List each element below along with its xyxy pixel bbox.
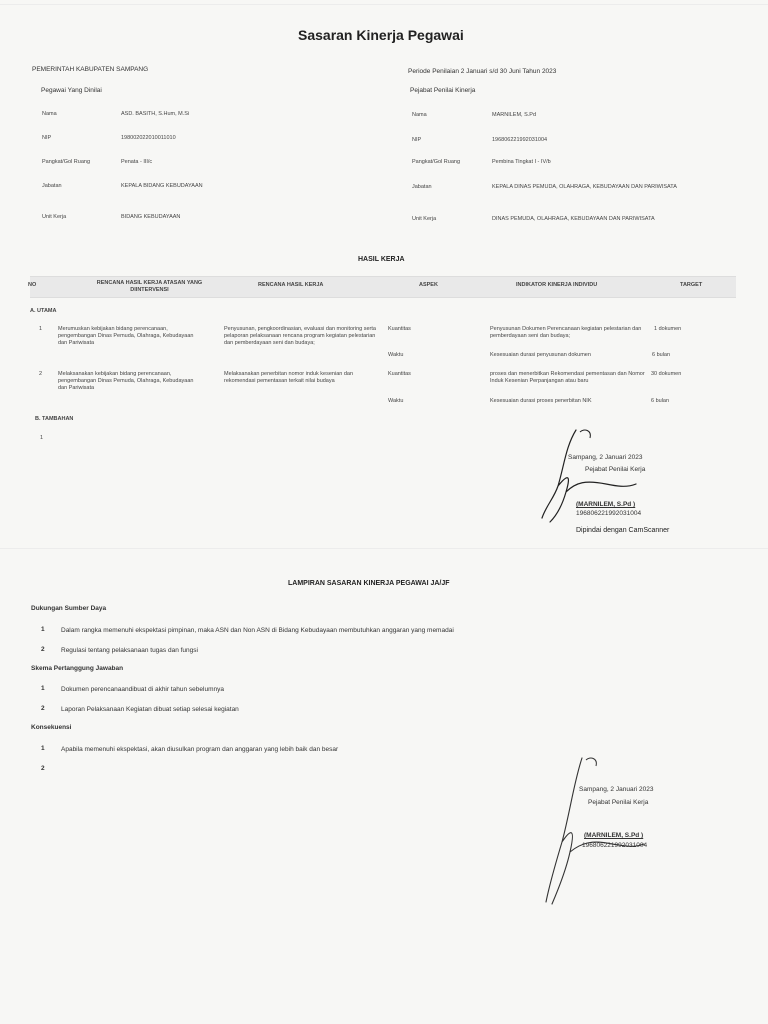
row-target: 30 dokumen bbox=[651, 371, 682, 377]
pejabat-value: 196806221992031004 bbox=[492, 137, 548, 143]
pegawai-value: Penata - III/c bbox=[121, 159, 153, 165]
column-header-rencana: RENCANA HASIL KERJA bbox=[258, 282, 324, 288]
pejabat-value: DINAS PEMUDA, OLAHRAGA, KEBUDAYAAN DAN PARIWISATA bbox=[492, 216, 655, 222]
signature-nip: 196806221992031004 bbox=[576, 510, 642, 517]
row-aspek: Waktu bbox=[388, 352, 404, 358]
pejabat-value: MARNILEM, S.Pd bbox=[492, 112, 537, 118]
signature-place-date: Sampang, 2 Januari 2023 bbox=[568, 454, 643, 461]
row-no: 2 bbox=[39, 371, 43, 377]
lampiran-item-no: 1 bbox=[41, 685, 45, 692]
pejabat-label: Jabatan bbox=[412, 184, 432, 190]
row-atasan: Merumuskan kebijakan bidang perencanaan, pengembangan Dinas Pemuda, Olahraga, Kebudayaan dan Pariwisata bbox=[58, 326, 194, 346]
signature-name: (MARNILEM, S.Pd ) bbox=[584, 832, 644, 839]
pegawai-label: Pangkat/Gol Ruang bbox=[42, 159, 91, 165]
pegawai-label: Unit Kerja bbox=[42, 214, 67, 220]
hasil-kerja-heading: HASIL KERJA bbox=[358, 256, 405, 263]
lampiran-item-no: 2 bbox=[41, 705, 45, 712]
row-indikator: Kesesuaian durasi proses penerbitan NIK bbox=[490, 398, 592, 404]
pegawai-value: BIDANG KEBUDAYAAN bbox=[121, 214, 181, 220]
column-header-no: NO bbox=[28, 282, 37, 288]
lampiran-title: LAMPIRAN SASARAN KINERJA PEGAWAI JA/JF bbox=[288, 580, 450, 587]
pejabat-value: Pembina Tingkat I - IV/b bbox=[492, 159, 551, 165]
scan-artifact bbox=[0, 548, 768, 549]
row-rencana: Penyusunan, pengkoordinasian, evaluasi dan monitoring serta pelaporan pelaksanaan rencana program kegiatan pelestarian dan pemberdayaan seni dan budaya; bbox=[224, 326, 376, 346]
row-target: 1 dokumen bbox=[654, 326, 682, 332]
signature-role: Pejabat Penilai Kerja bbox=[588, 799, 649, 806]
column-header-aspek: ASPEK bbox=[419, 282, 438, 288]
lampiran-item-text: Dokumen perencanaandibuat di akhir tahun sebelumnya bbox=[61, 686, 224, 693]
pejabat-value: KEPALA DINAS PEMUDA, OLAHRAGA, KEBUDAYAAN DAN PARIWISATA bbox=[492, 184, 677, 190]
lampiran-item-no: 2 bbox=[41, 765, 45, 772]
column-header-indikator: INDIKATOR KINERJA INDIVIDU bbox=[516, 282, 598, 288]
lampiran-item-no: 1 bbox=[41, 745, 45, 752]
lampiran-item-text: Regulasi tentang pelaksanaan tugas dan fungsi bbox=[61, 647, 198, 654]
lampiran-item-no: 2 bbox=[41, 646, 45, 653]
pegawai-heading: Pegawai Yang Dinilai bbox=[41, 87, 102, 94]
row-target: 6 bulan bbox=[651, 398, 670, 404]
lampiran-item-text: Dalam rangka memenuhi ekspektasi pimpinan, maka ASN dan Non ASN di Bidang Kebudayaan membutuhkan anggaran yang memadai bbox=[61, 627, 454, 634]
row-aspek: Waktu bbox=[388, 398, 404, 404]
lampiran-section-heading: Skema Pertanggung Jawaban bbox=[31, 665, 124, 672]
row-aspek: Kuantitas bbox=[388, 326, 411, 332]
column-header-target: TARGET bbox=[680, 282, 703, 288]
column-header-atasan: RENCANA HASIL KERJA ATASAN YANG DIINTERVENSI bbox=[96, 280, 203, 293]
signature-place-date: Sampang, 2 Januari 2023 bbox=[579, 786, 654, 793]
lampiran-item-no: 1 bbox=[41, 626, 45, 633]
pejabat-label: Unit Kerja bbox=[412, 216, 437, 222]
pejabat-label: NIP bbox=[412, 137, 422, 143]
pejabat-label: Pangkat/Gol Ruang bbox=[412, 159, 461, 165]
row-target: 6 bulan bbox=[652, 352, 671, 358]
pejabat-label: Nama bbox=[412, 112, 427, 118]
page-title: Sasaran Kinerja Pegawai bbox=[298, 27, 464, 43]
lampiran-item-text: Apabila memenuhi ekspektasi, akan diusulkan program dan anggaran yang lebih baik dan besar bbox=[61, 746, 339, 753]
camscanner-watermark: Dipindai dengan CamScanner bbox=[576, 527, 670, 534]
lampiran-section-heading: Konsekuensi bbox=[31, 724, 72, 731]
scan-artifact bbox=[0, 4, 768, 5]
pegawai-value: KEPALA BIDANG KEBUDAYAAN bbox=[121, 183, 203, 189]
row-rencana: Melaksanakan penerbitan nomor induk kesenian dan rekomendasi pementasan terkait nilai budaya bbox=[224, 371, 354, 384]
pegawai-value: ASD. BASITH, S.Hum, M.Si bbox=[121, 111, 190, 117]
pejabat-heading: Pejabat Penilai Kinerja bbox=[410, 87, 476, 94]
row-aspek: Kuantitas bbox=[388, 371, 411, 377]
section-utama: A. UTAMA bbox=[30, 308, 57, 314]
instansi: PEMERINTAH KABUPATEN SAMPANG bbox=[32, 66, 149, 73]
signature-name: (MARNILEM, S.Pd ) bbox=[576, 501, 636, 508]
row-indikator: Penyusunan Dokumen Perencanaan kegiatan pelestarian dan pemberdayaan seni dan budaya; bbox=[490, 326, 642, 339]
row-no: 1 bbox=[39, 326, 43, 332]
pegawai-label: Jabatan bbox=[42, 183, 62, 189]
tambahan-no: 1 bbox=[40, 435, 44, 441]
section-tambahan: B. TAMBAHAN bbox=[35, 416, 74, 422]
row-indikator: proses dan menerbitkan Rekomendasi pementasan dan Nomor Induk Kesenian Perpanjangan atau baru bbox=[490, 371, 645, 384]
pegawai-label: NIP bbox=[42, 135, 52, 141]
signature-role: Pejabat Penilai Kerja bbox=[585, 466, 646, 473]
pegawai-value: 198002022010011010 bbox=[121, 135, 176, 141]
periode: Periode Penilaian 2 Januari s/d 30 Juni Tahun 2023 bbox=[408, 68, 557, 75]
lampiran-section-heading: Dukungan Sumber Daya bbox=[31, 605, 107, 612]
pegawai-label: Nama bbox=[42, 111, 57, 117]
row-indikator: Kesesuaian durasi penyusunan dokumen bbox=[490, 352, 591, 358]
row-atasan: Melaksanakan kebijakan bidang perencanaan, pengembangan Dinas Pemuda, Olahraga, Kebudayaan dan Pariwisata bbox=[58, 371, 194, 391]
lampiran-item-text: Laporan Pelaksanaan Kegiatan dibuat setiap selesai kegiatan bbox=[61, 706, 239, 713]
signature-nip: 196806221992031004 bbox=[582, 842, 648, 849]
